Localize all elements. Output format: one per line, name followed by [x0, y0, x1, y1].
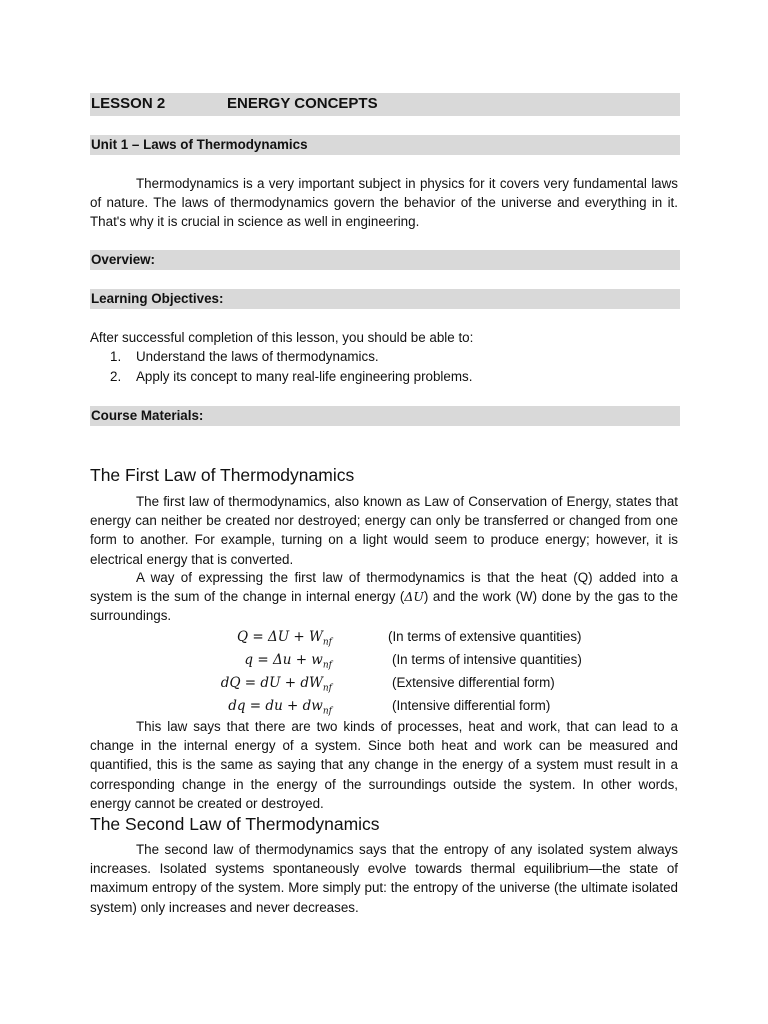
equation-note: (Intensive differential form) — [392, 698, 551, 713]
equation: $q = \Delta u + w_{nf}$ — [244, 652, 332, 671]
equation: dq = du + $dw_{nf}$ — [228, 698, 332, 717]
first-law-paragraph-1: The first law of thermodynamics, also known as Law of Conservation of Energy, states that energy can neither be created nor destroyed; energy can only be transferred or changed from one form to another. For example, turning on a light would seem to produce energy; however, it is electrical energy that is converted. — [90, 494, 678, 567]
equation-note: (In terms of extensive quantities) — [388, 629, 582, 644]
overview-label: Overview: — [90, 250, 680, 270]
objective-text: Apply its concept to many real-life engineering problems. — [136, 369, 473, 384]
equation-row — [0, 649, 768, 671]
delta-u-symbol: ΔU — [404, 589, 424, 605]
equation-row — [0, 672, 768, 694]
intro-paragraph: Thermodynamics is a very important subject in physics for it covers very fundamental laws of nature. The laws of thermodynamics govern the behavior of the universe and everything in it. That's why it is crucial in science as well in engineering. — [90, 176, 678, 230]
objective-number: 2. — [110, 369, 122, 384]
objective-number: 1. — [110, 349, 122, 364]
paragraph-text: A way of expressing the first law of thermodynamics is that the heat (Q) added into a system is the sum of the change in internal energy ( — [90, 570, 678, 605]
second-law-paragraph: The second law of thermodynamics says that the entropy of any isolated system always increases. Isolated systems spontaneously evolve towards thermal equilibrium—the state of maximum entropy of the system. More simply put: the entropy of the universe (the ultimate isolated system) only increases and never decreases. — [90, 842, 678, 915]
objectives-lead: After successful completion of this lesson, you should be able to: — [90, 330, 474, 345]
course-materials-label: Course Materials: — [90, 406, 680, 426]
equation-row — [0, 695, 768, 717]
equation: dQ = dU + $dW_{nf}$ — [220, 675, 332, 694]
first-law-paragraph-2 — [90, 568, 678, 626]
equation-note: (In terms of intensive quantities) — [392, 652, 582, 667]
equation-note: (Extensive differential form) — [392, 675, 555, 690]
equation: $Q = \Delta U + W_{nf}$ — [236, 629, 332, 648]
unit-title: Unit 1 – Laws of Thermodynamics — [90, 135, 680, 155]
second-law-heading: The Second Law of Thermodynamics — [90, 814, 380, 834]
first-law-paragraph-3: This law says that there are two kinds of processes, heat and work, that can lead to a change in the internal energy of a system. Since both heat and work can be measured and quantified, this is the same as saying that any change in the energy of a system must result in a corresponding change in the energy of the surroundings outside the system. In other words, energy cannot be created or destroyed. — [90, 719, 678, 811]
objective-item — [110, 347, 379, 366]
objective-text: Understand the laws of thermodynamics. — [136, 349, 379, 364]
objective-item — [110, 367, 472, 386]
paragraph-text: ) and the work (W) done by the gas to the surroundings. — [90, 589, 678, 624]
first-law-heading: The First Law of Thermodynamics — [90, 465, 355, 485]
lesson-number: LESSON 2 — [91, 95, 166, 112]
learning-objectives-label: Learning Objectives: — [90, 289, 680, 309]
equation-row — [0, 626, 768, 648]
lesson-title: ENERGY CONCEPTS — [227, 95, 378, 112]
lesson-title-band — [90, 93, 680, 116]
